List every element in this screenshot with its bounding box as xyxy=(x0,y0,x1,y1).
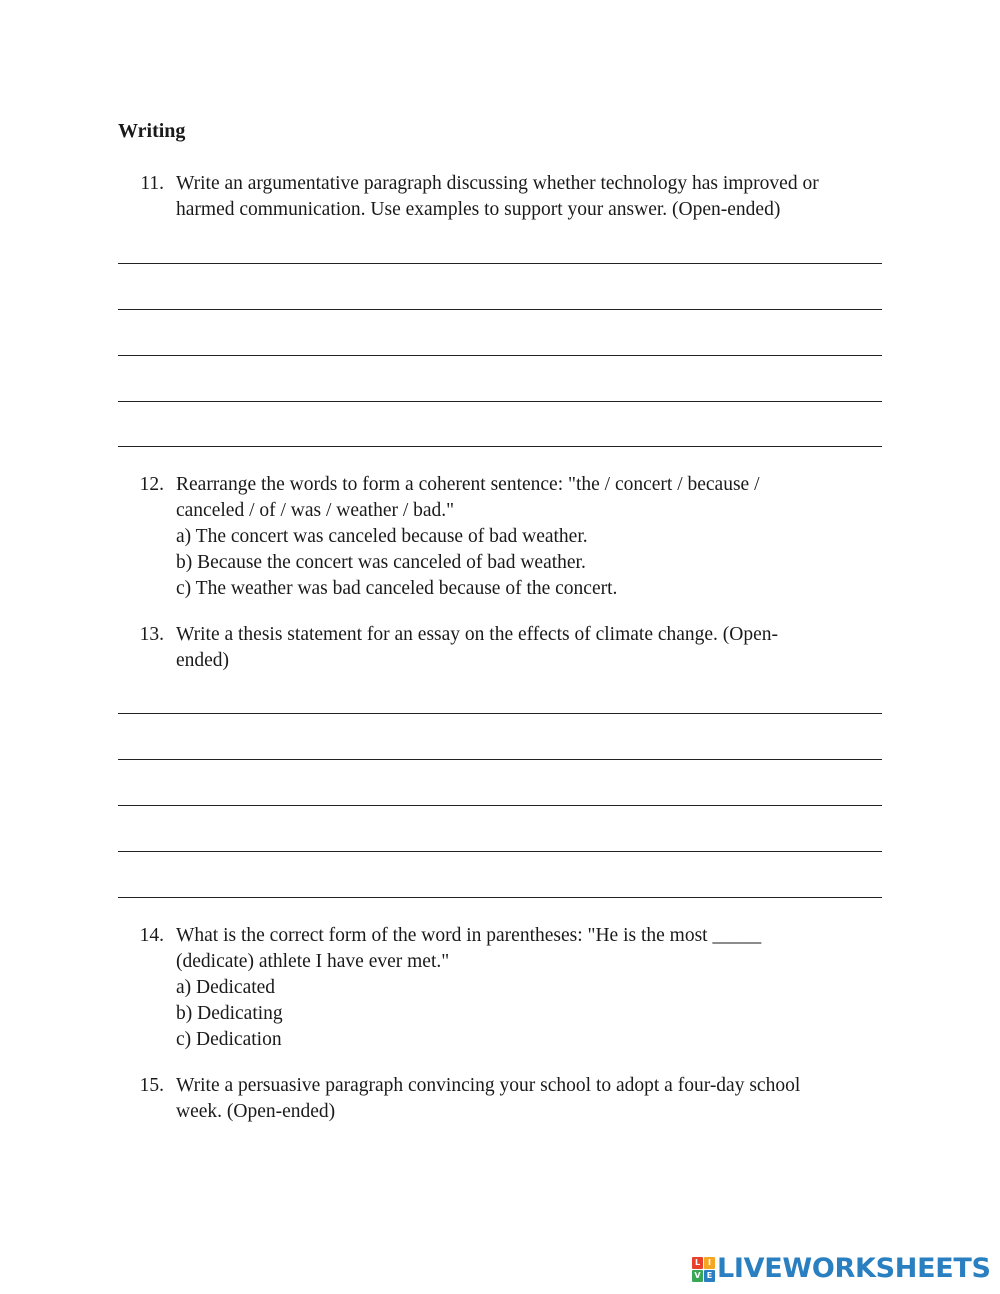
logo-mark-letter: I xyxy=(704,1257,715,1269)
question-text-line: (dedicate) athlete I have ever met." xyxy=(176,951,450,972)
logo-text: LIVEWORKSHEETS xyxy=(717,1253,991,1284)
logo-mark-letter: V xyxy=(692,1270,703,1282)
question-text-line: ended) xyxy=(176,650,230,671)
answer-line[interactable] xyxy=(118,713,882,714)
question-number: 15. xyxy=(139,1075,164,1096)
liveworksheets-logo[interactable] xyxy=(692,1253,991,1285)
question-text-line: harmed communication. Use examples to support your answer. (Open-ended) xyxy=(176,199,781,220)
question-14 xyxy=(118,923,888,1053)
question-text-line: Write a thesis statement for an essay on the effects of climate change. (Open- xyxy=(176,624,779,645)
question-text-line: Write a persuasive paragraph convincing your school to adopt a four-day school xyxy=(176,1075,801,1096)
question-number: 12. xyxy=(139,474,164,495)
answer-line[interactable] xyxy=(118,851,882,852)
answer-line[interactable] xyxy=(118,355,882,356)
answer-option[interactable]: b) Because the concert was canceled of bad weather. xyxy=(176,552,586,573)
section-title: Writing xyxy=(118,120,186,142)
answer-option[interactable]: c) Dedication xyxy=(176,1029,282,1050)
answer-option[interactable]: c) The weather was bad canceled because of the concert. xyxy=(176,578,618,599)
question-13 xyxy=(118,622,888,674)
question-15 xyxy=(118,1073,888,1125)
answer-option[interactable]: a) The concert was canceled because of bad weather. xyxy=(176,526,588,547)
answer-line[interactable] xyxy=(118,446,882,447)
logo-mark-icon xyxy=(692,1257,715,1282)
answer-line[interactable] xyxy=(118,805,882,806)
answer-line[interactable] xyxy=(118,759,882,760)
question-number: 14. xyxy=(139,925,164,946)
answer-line[interactable] xyxy=(118,309,882,310)
question-12 xyxy=(118,472,888,602)
question-text-line: Write an argumentative paragraph discussing whether technology has improved or xyxy=(176,173,819,194)
question-text-line: canceled / of / was / weather / bad." xyxy=(176,500,455,521)
answer-line[interactable] xyxy=(118,401,882,402)
question-text-line: week. (Open-ended) xyxy=(176,1101,336,1122)
answer-option[interactable]: b) Dedicating xyxy=(176,1003,283,1024)
answer-line[interactable] xyxy=(118,263,882,264)
question-text-line: What is the correct form of the word in parentheses: "He is the most _____ xyxy=(176,925,762,946)
answer-option[interactable]: a) Dedicated xyxy=(176,977,276,998)
question-11 xyxy=(118,171,888,223)
question-number: 13. xyxy=(139,624,164,645)
question-number: 11. xyxy=(140,173,164,194)
question-text-line: Rearrange the words to form a coherent sentence: "the / concert / because / xyxy=(176,474,760,495)
answer-line[interactable] xyxy=(118,897,882,898)
logo-mark-letter: E xyxy=(704,1270,715,1282)
logo-mark-letter: L xyxy=(692,1257,703,1269)
